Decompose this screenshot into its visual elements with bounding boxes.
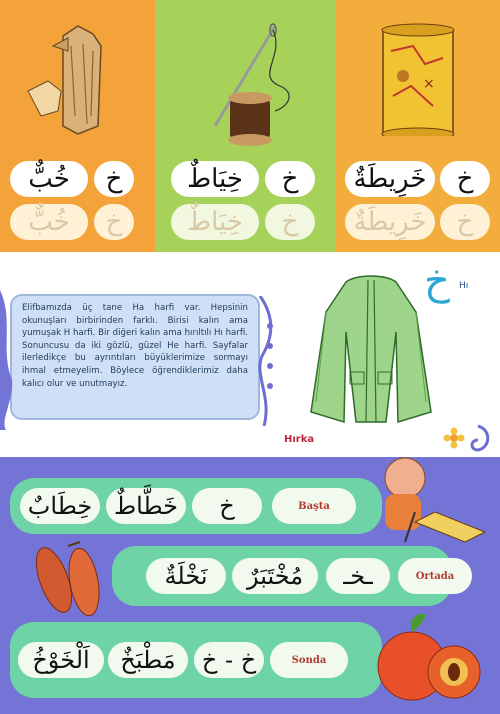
- tree-branch-icon: [23, 16, 133, 136]
- word-pill: خُبٌّ: [10, 161, 88, 197]
- decorative-border-icon: [256, 296, 278, 426]
- word-pill: مَطْبَخٌ: [108, 642, 188, 678]
- word-trace-pill: خَرِيطَةٌ: [345, 204, 435, 240]
- letter-pill: خ: [265, 161, 315, 197]
- word-pill: خِطَابٌ: [20, 488, 100, 524]
- svg-text:×: ×: [422, 76, 435, 92]
- word-pill: اَلْخَوْخُ: [18, 642, 104, 678]
- word-trace-pill: خُبٌّ: [10, 204, 88, 240]
- calligrapher-icon: [375, 452, 497, 552]
- letter-pill: خ: [440, 161, 490, 197]
- featured-letter: خ: [424, 258, 450, 304]
- panel-hubb: [0, 0, 155, 252]
- position-label: Ortada: [398, 558, 472, 594]
- position-label: Başta: [272, 488, 356, 524]
- letter-trace-pill: خ: [265, 204, 315, 240]
- intro-paragraph: Elifbamızda üç tane Ha harfi var. Hepsinin okunuşları birbirinden farklı. Birisi kalın ama yumuşak H harfi. Bir diğeri kalın ama hırıltılı Hı harfi. Sonuncusu da iki gözlü, güzel He harfi. Sayfalar ilerledikçe bu ayrıntıları büyüklerimize sormayı ihmal etmeyelim. Böylece öğrendiklerimiz daha kalıcı olur ve unutmayız.: [22, 303, 248, 389]
- letter-form: خ - خ: [194, 642, 264, 678]
- position-label: Sonda: [270, 642, 348, 678]
- dates-icon: [28, 540, 112, 620]
- flower-decoration-icon: [438, 420, 494, 456]
- panel-hiyat: [155, 0, 335, 252]
- left-wave-decoration-icon: [0, 290, 14, 430]
- word-pill: مُخْتَبَرٌ: [232, 558, 318, 594]
- letter-trace-pill: خ: [440, 204, 490, 240]
- word-pill: خِيَاطٌ: [171, 161, 259, 197]
- cardigan-icon: [306, 272, 436, 432]
- word-trace-pill: خِيَاطٌ: [171, 204, 259, 240]
- word-pill: نَخْلَةٌ: [146, 558, 226, 594]
- map-icon: [363, 16, 473, 136]
- letter-pill: خ: [94, 161, 134, 197]
- letter-form: ـخـ: [326, 558, 390, 594]
- needle-thread-icon: [185, 16, 305, 146]
- featured-letter-name: Hı: [459, 281, 469, 291]
- word-pill: خَرِيطَةٌ: [345, 161, 435, 197]
- letter-trace-pill: خ: [94, 204, 134, 240]
- letter-form: خ: [192, 488, 262, 524]
- image-caption: Hırka: [284, 434, 315, 445]
- peach-icon: [368, 608, 496, 710]
- intro-text-box: [10, 294, 260, 420]
- panel-harita: [335, 0, 500, 252]
- word-pill: خَطَّاطٌ: [106, 488, 186, 524]
